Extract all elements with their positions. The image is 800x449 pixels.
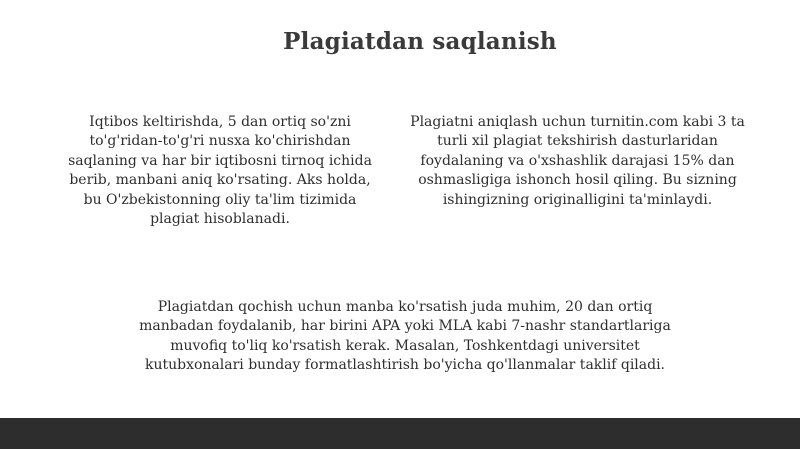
slide-title: Plagiatdan saqlanish xyxy=(283,28,557,55)
footer-bar xyxy=(0,418,800,449)
paragraph-bottom: Plagiatdan qochish uchun manba ko'rsatish juda muhim, 20 dan ortiq manbadan foydalanib, har birini APA yoki MLA kabi 7-nashr standartlariga muvofiq to'liq ko'rsatish kerak. Masalan, Toshkentdagi universitet kutubxonalari bunday formatlashtirish bo'yicha qo'llanmalar taklif qiladi. xyxy=(139,299,671,374)
paragraph-right: Plagiatni aniqlash uchun turnitin.com kabi 3 ta turli xil plagiat tekshirish dasturlaridan foydalaning va o'xshashlik darajasi 15% dan oshmasligiga ishonch hosil qiling. Bu sizning ishingizning originalligini ta'minlaydi. xyxy=(410,114,745,208)
paragraph-left: Iqtibos keltirishda, 5 dan ortiq so'zni to'g'ridan-to'g'ri nusxa ko'chirishdan saqlaning va har bir iqtibosni tirnoq ichida berib, manbani aniq ko'rsating. Aks holda, bu O'zbekistonning oliy ta'lim tizimida plagiat hisoblanadi. xyxy=(68,114,372,228)
